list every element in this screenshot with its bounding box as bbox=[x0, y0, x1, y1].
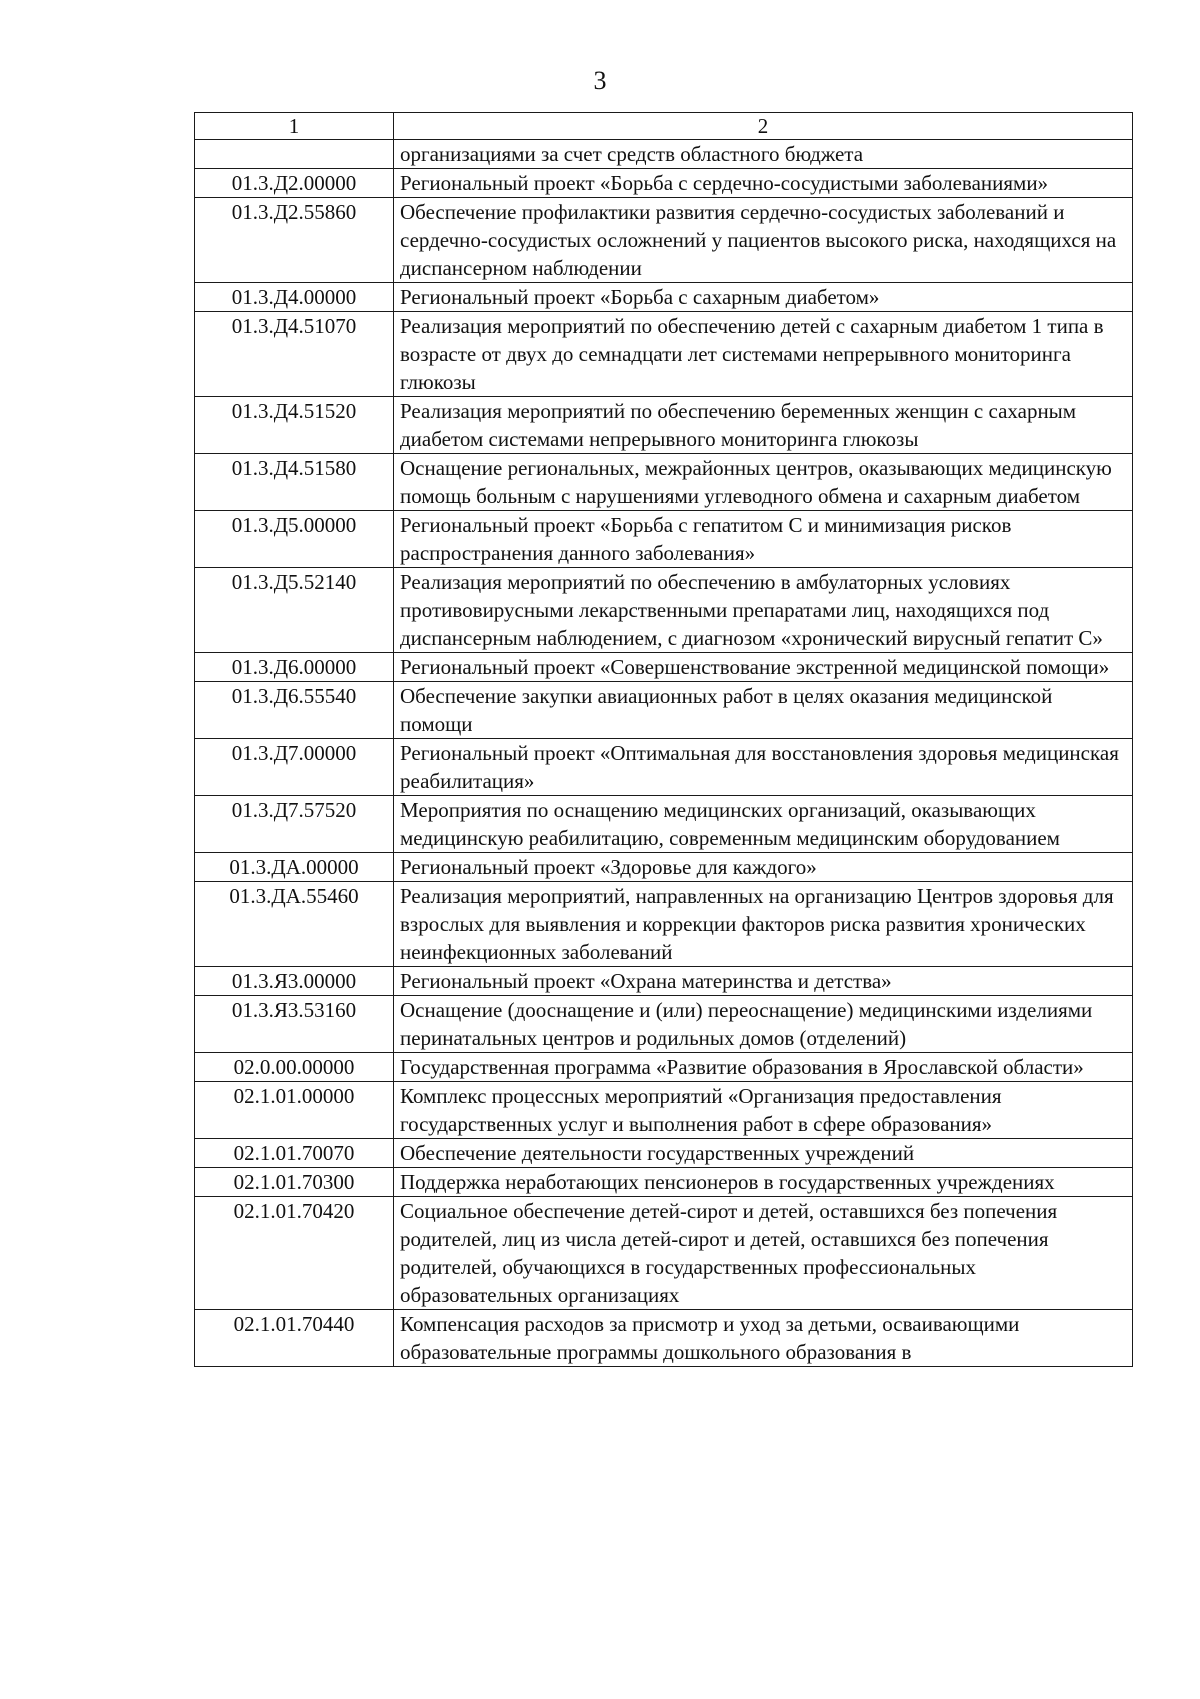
table-row bbox=[195, 739, 1133, 796]
table-row bbox=[195, 1310, 1133, 1367]
row-code-cell: 01.3.Я3.53160 bbox=[195, 996, 394, 1053]
row-name-cell: Обеспечение деятельности государственных учреждений bbox=[394, 1139, 1133, 1168]
row-code-cell: 01.3.Д2.00000 bbox=[195, 169, 394, 198]
row-code-cell: 02.0.00.00000 bbox=[195, 1053, 394, 1082]
table-row bbox=[195, 283, 1133, 312]
row-name-cell: Обеспечение закупки авиационных работ в целях оказания медицинской помощи bbox=[394, 682, 1133, 739]
table-row bbox=[195, 511, 1133, 568]
row-code-cell: 02.1.01.70440 bbox=[195, 1310, 394, 1367]
row-name-cell: Социальное обеспечение детей-сирот и детей, оставшихся без попечения родителей, лиц из числа детей-сирот и детей, оставшихся без попечения родителей, обучающихся в государственных профессиональных образовательных организациях bbox=[394, 1197, 1133, 1310]
row-code-cell: 01.3.Д5.52140 bbox=[195, 568, 394, 653]
row-code-cell: 01.3.Д7.57520 bbox=[195, 796, 394, 853]
table-row bbox=[195, 1168, 1133, 1197]
row-name-cell: организациями за счет средств областного бюджета bbox=[394, 140, 1133, 169]
table-row bbox=[195, 198, 1133, 283]
row-code-cell: 01.3.Д5.00000 bbox=[195, 511, 394, 568]
row-code-cell: 01.3.Я3.00000 bbox=[195, 967, 394, 996]
row-name-cell: Реализация мероприятий по обеспечению беременных женщин с сахарным диабетом системами непрерывного мониторинга глюкозы bbox=[394, 397, 1133, 454]
page-number: 3 bbox=[593, 66, 607, 95]
row-name-cell: Региональный проект «Совершенствование экстренной медицинской помощи» bbox=[394, 653, 1133, 682]
table-row bbox=[195, 169, 1133, 198]
row-code-cell: 01.3.Д2.55860 bbox=[195, 198, 394, 283]
row-code-cell: 01.3.Д4.51520 bbox=[195, 397, 394, 454]
table-row bbox=[195, 853, 1133, 882]
table-header-row bbox=[195, 113, 1133, 140]
row-code-cell: 02.1.01.00000 bbox=[195, 1082, 394, 1139]
table-row bbox=[195, 1082, 1133, 1139]
row-name-cell: Поддержка неработающих пенсионеров в государственных учреждениях bbox=[394, 1168, 1133, 1197]
row-code-cell: 02.1.01.70420 bbox=[195, 1197, 394, 1310]
row-name-cell: Комплекс процессных мероприятий «Организация предоставления государственных услуг и выполнения работ в сфере образования» bbox=[394, 1082, 1133, 1139]
row-name-cell: Реализация мероприятий по обеспечению в амбулаторных условиях противовирусными лекарственными препаратами лиц, находящихся под диспансерным наблюдением, с диагнозом «хронический вирусный гепатит С» bbox=[394, 568, 1133, 653]
row-name-cell: Региональный проект «Здоровье для каждого» bbox=[394, 853, 1133, 882]
row-code-cell: 01.3.Д7.00000 bbox=[195, 739, 394, 796]
table-row bbox=[195, 796, 1133, 853]
table-row bbox=[195, 140, 1133, 169]
table-row bbox=[195, 996, 1133, 1053]
table-row bbox=[195, 312, 1133, 397]
table-row bbox=[195, 682, 1133, 739]
table-row bbox=[195, 967, 1133, 996]
row-name-cell: Региональный проект «Охрана материнства и детства» bbox=[394, 967, 1133, 996]
row-name-cell: Реализация мероприятий по обеспечению детей с сахарным диабетом 1 типа в возрасте от двух до семнадцати лет системами непрерывного мониторинга глюкозы bbox=[394, 312, 1133, 397]
row-code-cell: 01.3.Д4.51580 bbox=[195, 454, 394, 511]
row-code-cell: 01.3.Д6.00000 bbox=[195, 653, 394, 682]
row-name-cell: Региональный проект «Борьба с сердечно-сосудистыми заболеваниями» bbox=[394, 169, 1133, 198]
row-code-cell: 01.3.Д6.55540 bbox=[195, 682, 394, 739]
row-code-cell: 01.3.ДА.55460 bbox=[195, 882, 394, 967]
row-name-cell: Компенсация расходов за присмотр и уход за детьми, осваивающими образовательные программы дошкольного образования в bbox=[394, 1310, 1133, 1367]
row-code-cell: 01.3.Д4.00000 bbox=[195, 283, 394, 312]
row-name-cell: Реализация мероприятий, направленных на организацию Центров здоровья для взрослых для выявления и коррекции факторов риска развития хронических неинфекционных заболеваний bbox=[394, 882, 1133, 967]
row-name-cell: Оснащение региональных, межрайонных центров, оказывающих медицинскую помощь больным с нарушениями углеводного обмена и сахарным диабетом bbox=[394, 454, 1133, 511]
table-row bbox=[195, 653, 1133, 682]
table-row bbox=[195, 397, 1133, 454]
row-code-cell bbox=[195, 140, 394, 169]
table-row bbox=[195, 1139, 1133, 1168]
row-code-cell: 02.1.01.70300 bbox=[195, 1168, 394, 1197]
table-row bbox=[195, 1053, 1133, 1082]
column-header-name: 2 bbox=[394, 113, 1133, 140]
table-row bbox=[195, 882, 1133, 967]
row-name-cell: Мероприятия по оснащению медицинских организаций, оказывающих медицинскую реабилитацию, современным медицинским оборудованием bbox=[394, 796, 1133, 853]
row-name-cell: Региональный проект «Оптимальная для восстановления здоровья медицинская реабилитация» bbox=[394, 739, 1133, 796]
row-name-cell: Региональный проект «Борьба с сахарным диабетом» bbox=[394, 283, 1133, 312]
row-name-cell: Обеспечение профилактики развития сердечно-сосудистых заболеваний и сердечно-сосудистых осложнений у пациентов высокого риска, находящихся на диспансерном наблюдении bbox=[394, 198, 1133, 283]
budget-classification-table bbox=[194, 112, 1133, 1367]
column-header-code: 1 bbox=[195, 113, 394, 140]
row-code-cell: 01.3.Д4.51070 bbox=[195, 312, 394, 397]
row-code-cell: 02.1.01.70070 bbox=[195, 1139, 394, 1168]
table-row bbox=[195, 1197, 1133, 1310]
row-name-cell: Региональный проект «Борьба с гепатитом С и минимизация рисков распространения данного заболевания» bbox=[394, 511, 1133, 568]
table-row bbox=[195, 454, 1133, 511]
table-row bbox=[195, 568, 1133, 653]
row-name-cell: Государственная программа «Развитие образования в Ярославской области» bbox=[394, 1053, 1133, 1082]
row-name-cell: Оснащение (дооснащение и (или) переоснащение) медицинскими изделиями перинатальных центров и родильных домов (отделений) bbox=[394, 996, 1133, 1053]
row-code-cell: 01.3.ДА.00000 bbox=[195, 853, 394, 882]
